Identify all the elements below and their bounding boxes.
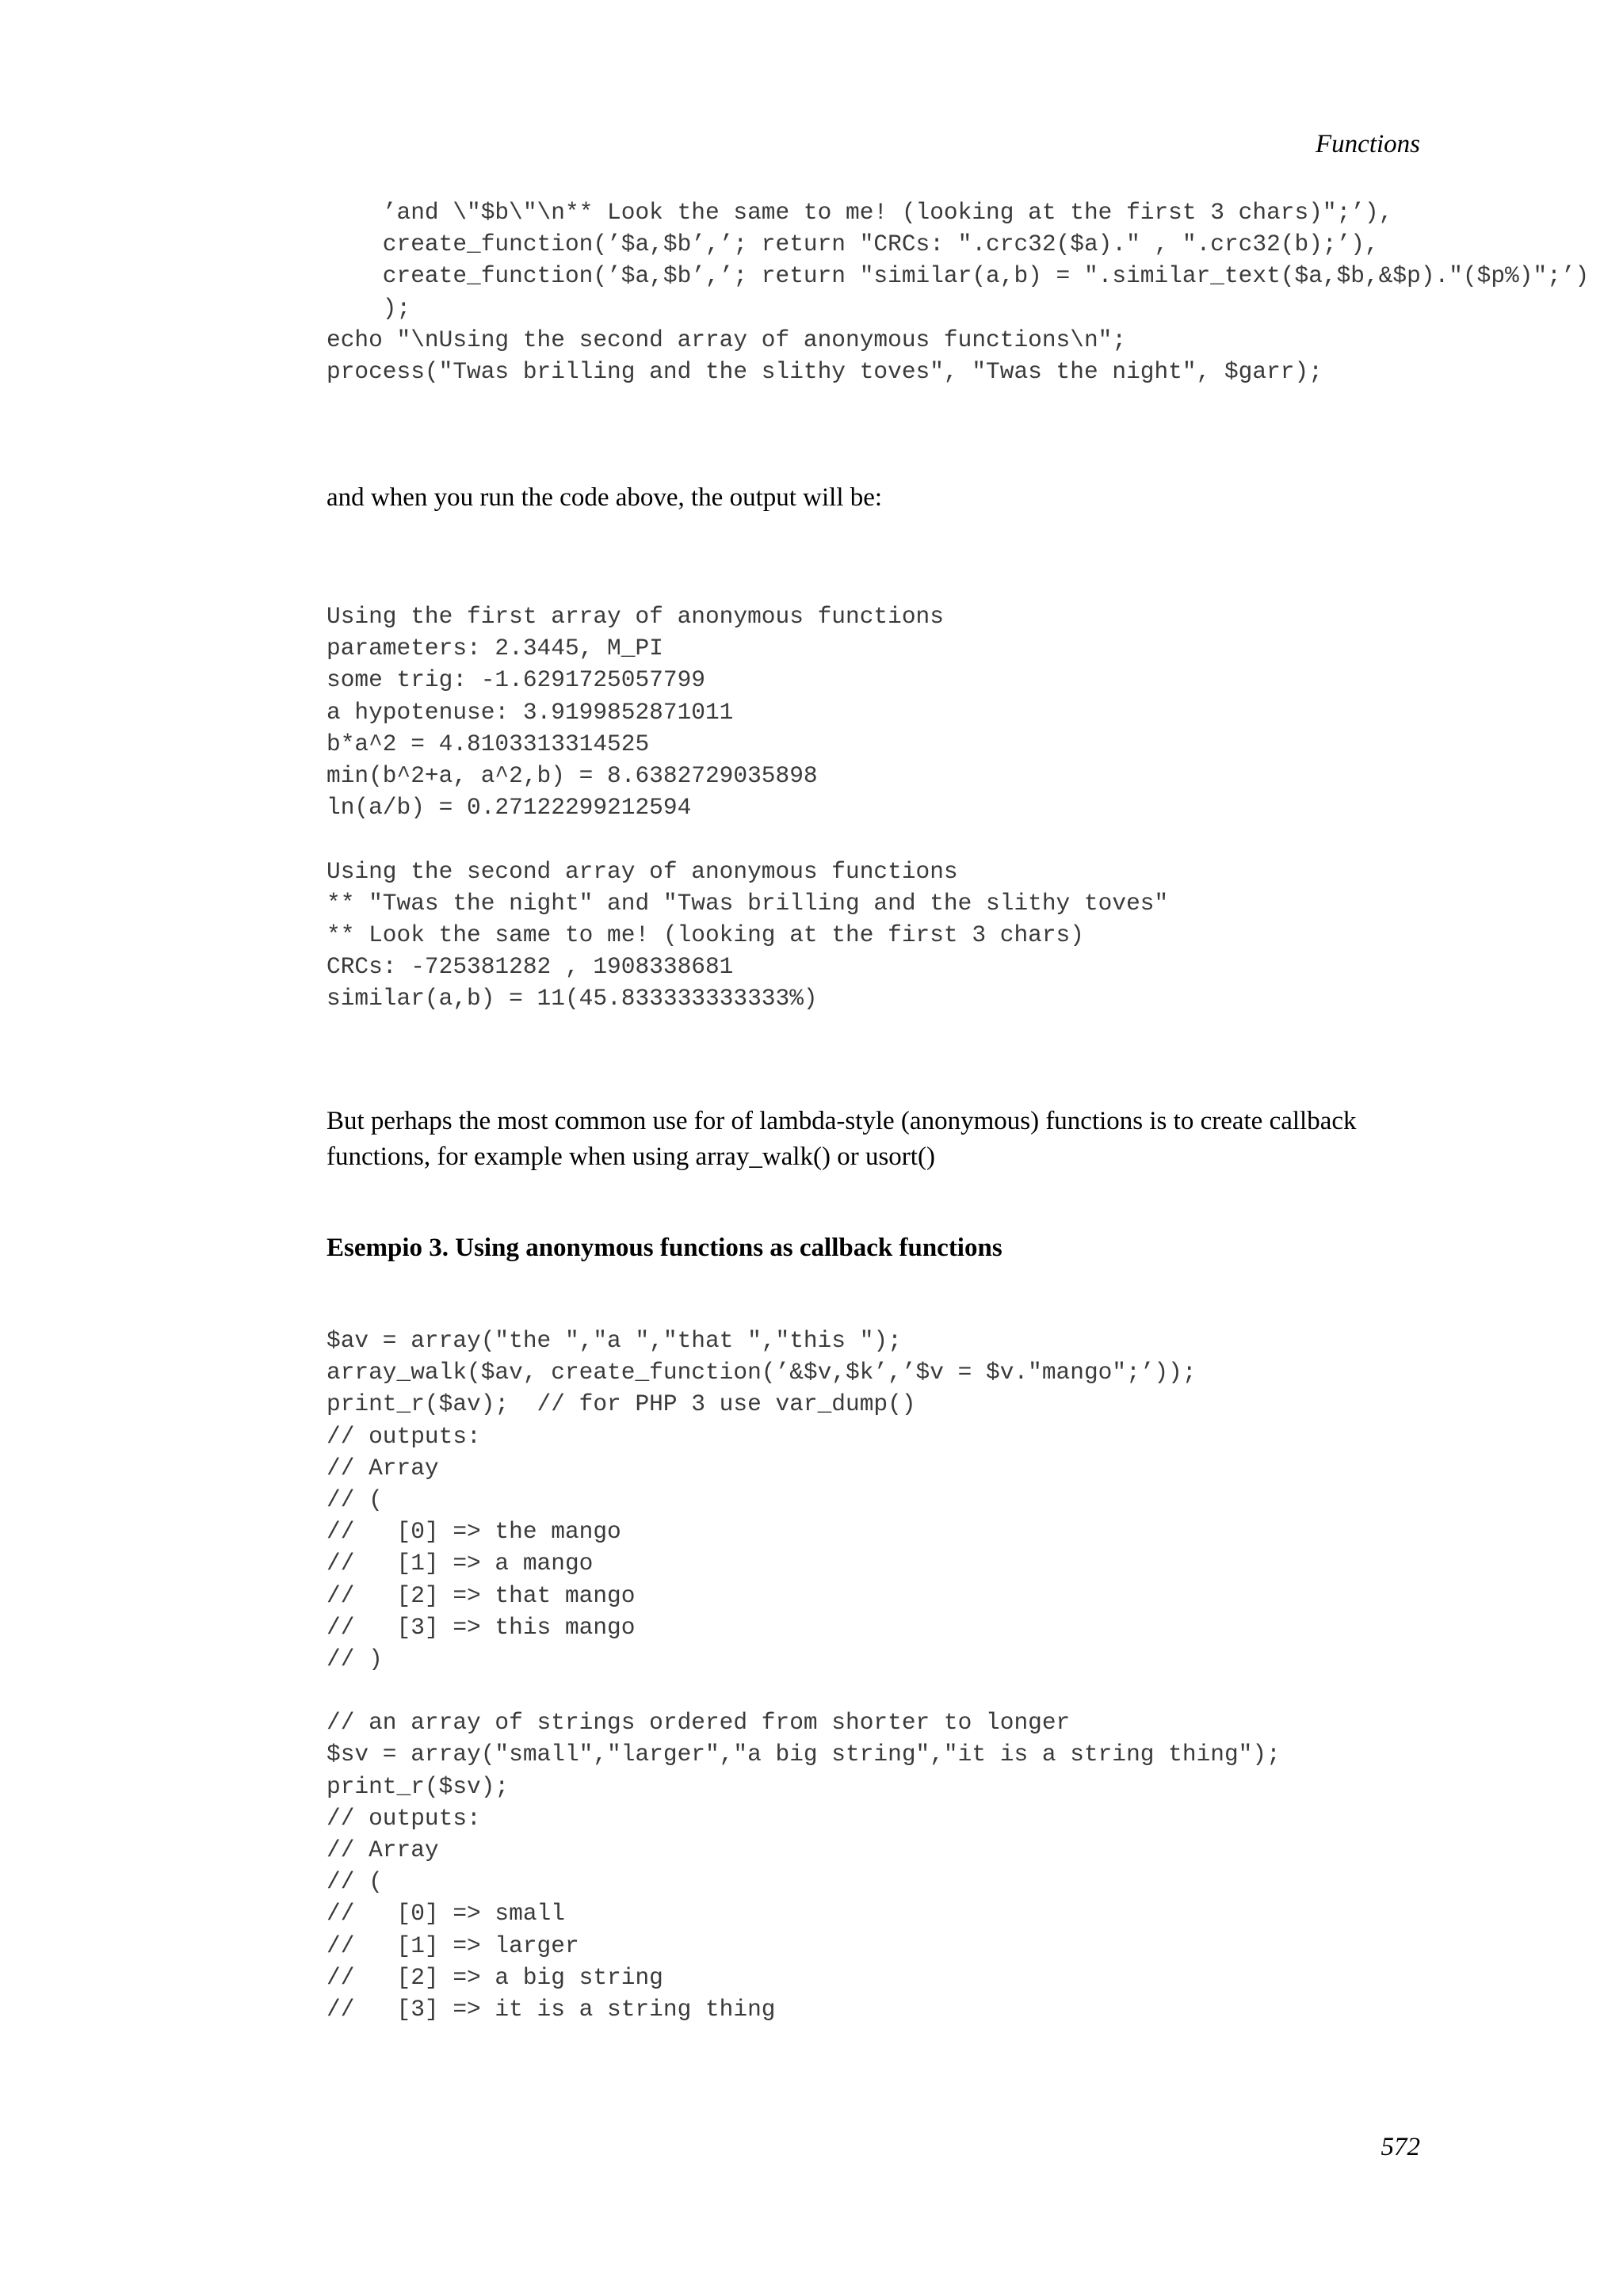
code-line: print_r($sv); <box>327 1772 510 1800</box>
code-line: b*a^2 = 4.8103313314525 <box>327 730 650 757</box>
code-line: // Array <box>327 1836 439 1863</box>
code-block-program-output <box>327 601 1168 1014</box>
code-line: array_walk($av, create_function(’&$v,$k’,’$v = $v."mango";’)); <box>327 1359 1197 1386</box>
code-line: create_function(’$a,$b’,’; return "CRCs: ".crc32($a)." , ".crc32(b);’), <box>327 231 1379 258</box>
code-line: create_function(’$a,$b’,’; return "similar(a,b) = ".similar_text($a,$b,&$p)."($p%)";’) <box>327 262 1590 290</box>
code-line: // outputs: <box>327 1422 481 1450</box>
code-line: parameters: 2.3445, M_PI <box>327 635 663 662</box>
code-line: ln(a/b) = 0.27122299212594 <box>327 794 692 822</box>
code-line: // [0] => small <box>327 1900 565 1928</box>
code-line: process("Twas brilling and the slithy toves", "Twas the night", $garr); <box>327 357 1323 385</box>
code-line: // [2] => a big string <box>327 1963 663 1991</box>
code-line: $sv = array("small","larger","a big string","it is a string thing"); <box>327 1741 1281 1768</box>
code-line <box>327 1675 1281 1707</box>
code-line: // [0] => the mango <box>327 1518 621 1546</box>
code-line: ** Look the same to me! (looking at the first 3 chars) <box>327 921 1084 948</box>
code-line: similar(a,b) = 11(45.833333333333%) <box>327 985 818 1013</box>
code-line: // [1] => a mango <box>327 1550 594 1577</box>
code-line: ** "Twas the night" and "Twas brilling and the slithy toves" <box>327 889 1169 917</box>
code-line: // ) <box>327 1645 383 1672</box>
code-line: // ( <box>327 1486 383 1513</box>
code-line: // ( <box>327 1868 383 1896</box>
running-header-title: Functions <box>1316 130 1420 158</box>
code-line: some trig: -1.6291725057799 <box>327 666 705 694</box>
page-number: 572 <box>1381 2133 1420 2161</box>
code-line: // [1] => larger <box>327 1932 579 1959</box>
code-line: Using the first array of anonymous functions <box>327 603 944 630</box>
code-line: CRCs: -725381282 , 1908338681 <box>327 953 734 981</box>
code-line: // [2] => that mango <box>327 1581 636 1609</box>
code-line: ’and \"$b\"\n** Look the same to me! (looking at the first 3 chars)";’), <box>327 199 1393 226</box>
code-line <box>327 823 1168 855</box>
code-line: print_r($av); // for PHP 3 use var_dump() <box>327 1390 916 1418</box>
code-line: min(b^2+a, a^2,b) = 8.6382729035898 <box>327 761 818 789</box>
code-block-process-call <box>327 196 1589 387</box>
code-block-callback-example <box>327 1325 1281 2025</box>
code-line: echo "\nUsing the second array of anonymous functions\n"; <box>327 326 1127 353</box>
code-line: a hypotenuse: 3.9199852871011 <box>327 698 734 726</box>
code-line: // outputs: <box>327 1804 481 1832</box>
code-line: // [3] => this mango <box>327 1613 636 1641</box>
code-line: $av = array("the ","a ","that ","this "); <box>327 1327 902 1354</box>
code-line: // an array of strings ordered from shorter to longer <box>327 1709 1071 1737</box>
paragraph-callback-intro: But perhaps the most common use for of lambda-style (anonymous) functions is to create callback functions, for example when using array_walk() or usort() <box>327 1107 1357 1171</box>
code-line: ); <box>327 294 411 322</box>
code-line: // [3] => it is a string thing <box>327 1995 776 2023</box>
code-line: Using the second array of anonymous functions <box>327 857 958 885</box>
example-title: Esempio 3. Using anonymous functions as callback functions <box>327 1234 1002 1262</box>
paragraph-output-intro: and when you run the code above, the output will be: <box>327 483 883 512</box>
code-line: // Array <box>327 1454 439 1482</box>
